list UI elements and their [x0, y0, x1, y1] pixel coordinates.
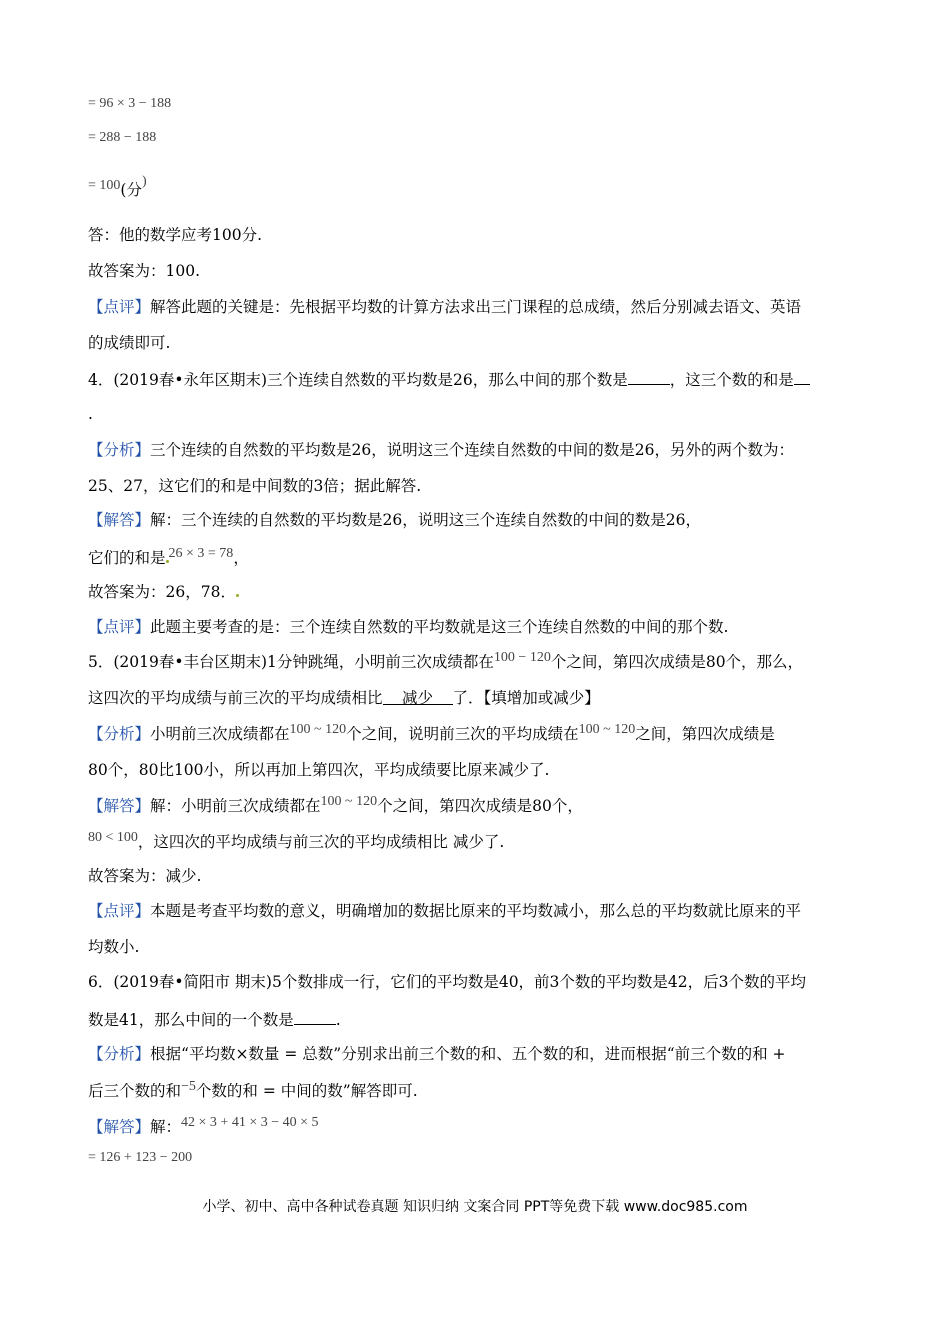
comment-tag: 【点评】	[88, 298, 151, 316]
analysis-text: 小明前三次成绩都在	[150, 725, 290, 743]
comment-text: 解答此题的关键是：先根据平均数的计算方法求出三门课程的总成绩，然后分别减去语文、英语	[150, 298, 802, 316]
analysis-text: 个数的和 = 中间的数”解答即可.	[195, 1082, 418, 1100]
solution-text: 解：	[150, 1118, 182, 1136]
question-text: 了．【填增加或减少】	[452, 689, 600, 707]
solution-text: 解：小明前三次成绩都在	[150, 797, 321, 815]
analysis-text: 根据“平均数×数量 = 总数”分别求出前三个数的和、五个数的和，进而根据“前三个数的和 +	[150, 1045, 786, 1063]
math-expr: 100 − 120	[493, 650, 551, 665]
question-text: 数是41，那么中间的一个数是	[88, 1011, 294, 1029]
math-expr: 80 < 100	[88, 830, 138, 845]
answer-blank	[628, 368, 670, 385]
q5-solution-line-2	[88, 832, 504, 854]
question-text: 5．(2019春•丰台区期末)1分钟跳绳，小明前三次成绩都在	[88, 653, 494, 671]
analysis-tag: 【分析】	[88, 1045, 151, 1063]
q5-comment-line-1	[88, 901, 801, 921]
comment-text: 此题主要考查的是：三个连续自然数的平均数就是这三个连续自然数的中间的那个数.	[150, 618, 729, 636]
question-text: .	[335, 1011, 341, 1029]
dot-mark	[236, 594, 239, 597]
math-expr: −5	[181, 1079, 196, 1094]
math-expr: 42 × 3 + 41 × 3 − 40 × 5	[181, 1115, 319, 1130]
q4-solution-line-1	[88, 510, 701, 530]
q5-analysis-line-1	[88, 724, 775, 746]
analysis-tag: 【分析】	[88, 725, 151, 743]
question-text: 这四次的平均成绩与前三次的平均成绩相比	[88, 689, 383, 707]
q5-question-line-2	[88, 688, 600, 708]
solution-text: ，	[233, 549, 249, 567]
answer-blank: 减少	[383, 688, 453, 705]
q3-answer: 答：他的数学应考100分.	[88, 226, 263, 244]
question-text: ，这三个数的和是	[669, 371, 794, 389]
math-expr: = 100	[88, 178, 121, 193]
solution-text: 它们的和是	[88, 549, 166, 567]
solution-tag: 【解答】	[88, 1118, 151, 1136]
q3-final: 故答案为：100.	[88, 262, 201, 280]
math-expr: 100 ~ 120	[289, 722, 347, 737]
q6-analysis-line-1	[88, 1044, 786, 1064]
math-paren: )	[141, 174, 147, 189]
math-expr: 100 ~ 120	[578, 722, 636, 737]
q6-question-line-1: 6．(2019春•简阳市 期末)5个数排成一行，它们的平均数是40，前3个数的平均数是42，后3个数的平均	[88, 973, 807, 991]
solution-text: 解：三个连续的自然数的平均数是26，说明这三个连续自然数的中间的数是26，	[150, 511, 701, 529]
solution-text: 个之间，第四次成绩是80个，	[377, 797, 583, 815]
analysis-text: 之间，第四次成绩是	[635, 725, 775, 743]
q5-final: 故答案为：减少.	[88, 867, 202, 885]
q3-comment-line-2: 的成绩即可.	[88, 334, 171, 352]
solution-tag: 【解答】	[88, 511, 151, 529]
calc-line-2	[88, 126, 156, 148]
question-text: 个之间，第四次成绩是80个，那么，	[550, 653, 804, 671]
q5-analysis-line-2: 80个，80比100小，所以再加上第四次，平均成绩要比原来减少了.	[88, 761, 550, 779]
q6-analysis-line-2	[88, 1081, 418, 1103]
q4-analysis-line-2: 25、27，这它们的和是中间数的3倍；据此解答.	[88, 477, 422, 495]
analysis-tag: 【分析】	[88, 441, 151, 459]
q4-analysis-line-1	[88, 440, 794, 460]
q4-solution-line-2	[88, 548, 249, 570]
answer-blank	[294, 1008, 336, 1025]
analysis-text: 后三个数的和	[88, 1082, 182, 1100]
q6-solution-line-1	[88, 1117, 319, 1139]
q3-comment-line-1	[88, 297, 801, 317]
q6-solution-line-2	[88, 1146, 192, 1168]
q4-comment	[88, 617, 728, 637]
final-text: 故答案为：26，78．	[88, 583, 236, 601]
answer-blank	[794, 368, 810, 385]
solution-tag: 【解答】	[88, 797, 151, 815]
q4-question-line-2: .	[88, 405, 93, 423]
unit-text: (分	[120, 181, 142, 199]
q4-question-line-1	[88, 368, 810, 390]
math-expr: = 96 × 3 − 188	[88, 96, 172, 111]
math-expr: 26 × 3 = 78	[168, 546, 234, 561]
question-text: 4．(2019春•永年区期末)三个连续自然数的平均数是26，那么中间的那个数是	[88, 371, 628, 389]
q6-question-line-2	[88, 1008, 341, 1030]
analysis-text: 三个连续的自然数的平均数是26，说明这三个连续自然数的中间的数是26，另外的两个数为：	[150, 441, 794, 459]
calc-line-1	[88, 92, 171, 114]
q5-solution-line-1	[88, 796, 583, 818]
calc-line-3	[88, 174, 147, 202]
math-expr: 100 ~ 120	[320, 794, 378, 809]
q4-final	[88, 582, 239, 602]
comment-tag: 【点评】	[88, 902, 151, 920]
math-expr: = 288 − 188	[88, 130, 157, 145]
comment-tag: 【点评】	[88, 618, 151, 636]
comment-text: 本题是考查平均数的意义，明确增加的数据比原来的平均数减小，那么总的平均数就比原来的平	[150, 902, 802, 920]
q5-question-line-1	[88, 652, 803, 674]
analysis-text: 个之间，说明前三次的平均成绩在	[346, 725, 579, 743]
page-footer: 小学、初中、高中各种试卷真题 知识归纳 文案合同 PPT等免费下载 www.doc985.com	[202, 1199, 748, 1215]
math-expr: = 126 + 123 − 200	[88, 1150, 193, 1165]
solution-text: ，这四次的平均成绩与前三次的平均成绩相比 减少了.	[137, 833, 505, 851]
q5-comment-line-2: 均数小.	[88, 938, 140, 956]
